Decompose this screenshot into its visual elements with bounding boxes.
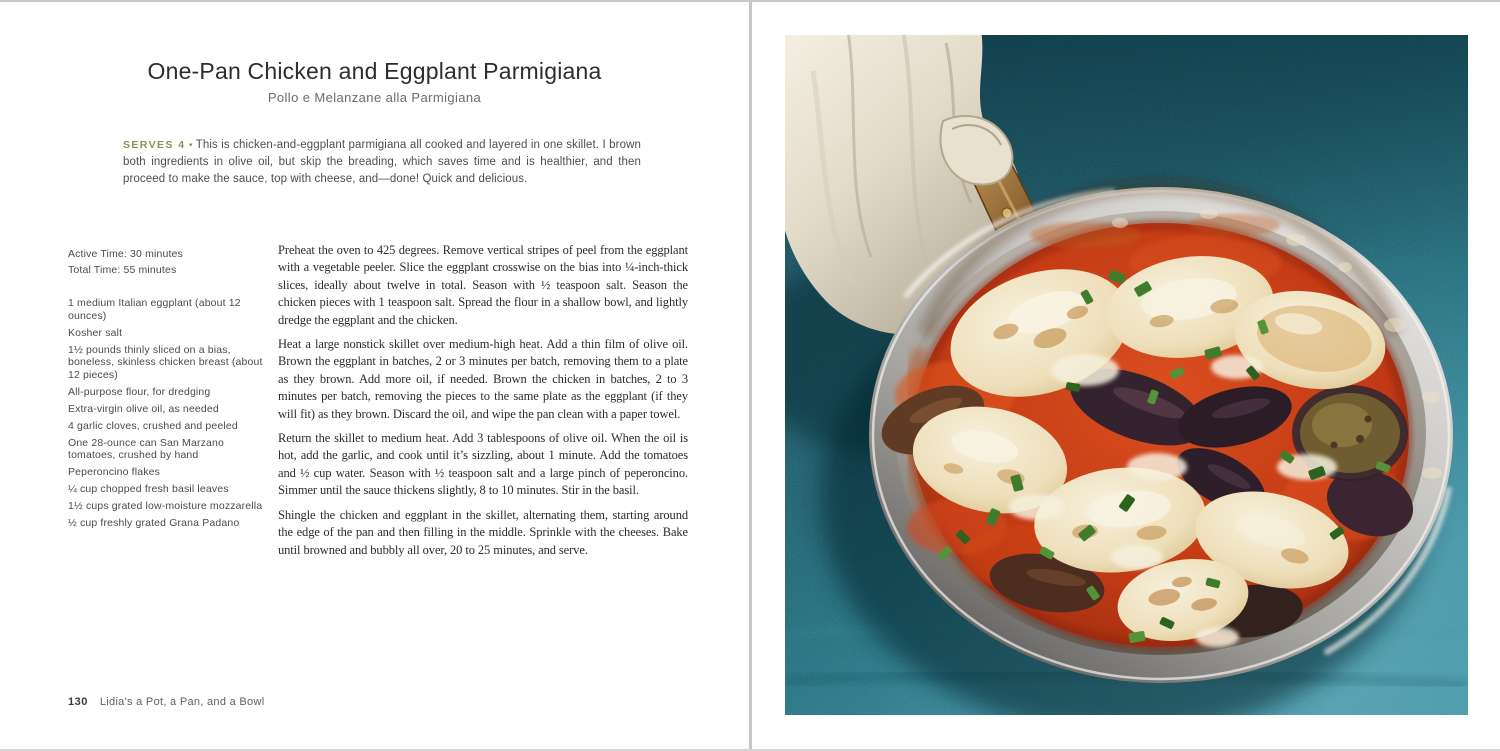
recipe-title: One-Pan Chicken and Eggplant Parmigiana [147, 58, 602, 84]
step-paragraph: Heat a large nonstick skillet over medium-high heat. Add a thin film of olive oil. Brown the eggplant in batches, 2 or 3 minutes per batch, removing them to a plate as they brown. Add more oil, if needed. Brown the chicken in batches, 2 to 3 minutes per batch, removing the pieces to the same plate as the eggplant (if they will fit) as they brown. Discard the oil, and wipe the pan clean with a paper towel. [278, 337, 688, 421]
recipe-page [0, 2, 749, 749]
dish-photo [785, 35, 1468, 715]
ingredient-item: 1½ cups grated low-moisture mozzarella [68, 500, 263, 512]
ingredient-item: 1½ pounds thinly sliced on a bias, boneless, skinless chicken breast (about 12 pieces) [68, 343, 263, 381]
dish-photo-illustration [785, 35, 1468, 715]
intro-text: This is chicken-and-eggplant parmigiana all cooked and layered in one skillet. I brown both ingredients in olive oil, but skip the breading, which saves time and is healthier, and then proceed to make the sauce, top with cheese, and—done! Quick and delicious. [123, 139, 641, 185]
recipe-intro [123, 137, 641, 188]
step-paragraph: Shingle the chicken and eggplant in the skillet, alternating them, starting around the edge of the pan and then filling in the middle. Sprinkle with the cheeses. Bake until browned and bubbly all over, 20 to 25 minutes, and serve. [278, 507, 688, 557]
recipe-subtitle: Pollo e Melanzane alla Parmigiana [267, 90, 482, 105]
ingredient-list [68, 297, 266, 530]
ingredient-item: 1 medium Italian eggplant (about 12 ounces) [68, 297, 241, 322]
serves-label: SERVES 4 [123, 139, 186, 151]
ingredient-item: All-purpose flour, for dredging [68, 385, 211, 398]
ingredient-item: ½ cup freshly grated Grana Padano [68, 517, 240, 529]
step-paragraph: Preheat the oven to 425 degrees. Remove vertical stripes of peel from the eggplant with a vegetable peeler. Slice the eggplant crosswise on the bias into ¼-inch-thick slices, ideally about twelve in total. Season with ½ teaspoon salt. Season the chicken pieces with 1 teaspoon salt. Spread the flour in a shallow bowl, and lightly dredge the eggplant and the chicken. [278, 243, 688, 327]
total-time: Total Time: 55 minutes [68, 263, 177, 276]
ingredient-item: Kosher salt [68, 326, 123, 339]
ingredient-item: One 28-ounce can San Marzano tomatoes, crushed by hand [68, 436, 224, 461]
active-time: Active Time: 30 minutes [68, 248, 183, 260]
ingredient-item: 4 garlic cloves, crushed and peeled [68, 419, 238, 432]
book-title: Lidia's a Pot, a Pan, and a Bowl [99, 696, 265, 708]
ingredient-item: Extra-virgin olive oil, as needed [68, 402, 219, 415]
page-footer [68, 696, 264, 708]
method-column [278, 242, 688, 566]
step-paragraph: Return the skillet to medium heat. Add 3 tablespoons of olive oil. When the oil is hot, add the garlic, and cook until it’s sizzling, about 1 minute. Add the tomatoes and ½ cup water. Season with ½ teaspoon salt and a large pinch of peperoncino. Simmer until the sauce thickens slightly, 8 to 10 minutes. Stir in the basil. [278, 431, 688, 498]
page-number: 130 [68, 696, 88, 708]
photo-page [752, 2, 1500, 749]
ingredient-item: Peperoncino flakes [68, 466, 161, 478]
ingredient-item: ¼ cup chopped fresh basil leaves [68, 483, 229, 495]
ingredients-column [68, 248, 266, 534]
separator-dot: • [188, 140, 193, 151]
